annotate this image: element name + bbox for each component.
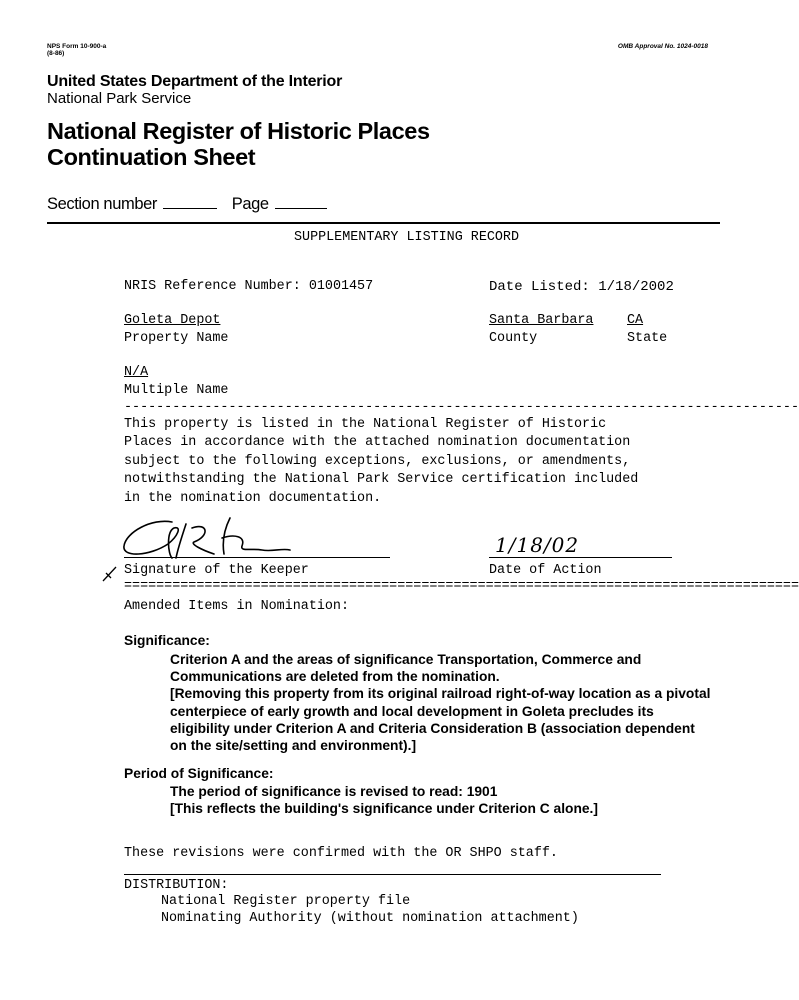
date-listed-label: Date Listed: [489, 279, 590, 295]
nris-value: 01001457 [308, 279, 374, 294]
distribution-item: National Register property file [161, 894, 411, 909]
distribution-label: DISTRIBUTION: [124, 878, 229, 893]
action-date-line [489, 557, 672, 558]
period-heading: Period of Significance: [124, 766, 274, 781]
confirmation-note: These revisions were confirmed with the OR SHPO staff. [124, 846, 558, 861]
record-heading: SUPPLEMENTARY LISTING RECORD [294, 230, 519, 245]
state-label: State [627, 331, 668, 346]
agency-name: National Park Service [47, 90, 192, 107]
form-number: NPS Form 10-900-a (8-86) [47, 43, 107, 57]
county-label: County [489, 331, 538, 346]
page-title: National Register of Historic Places [47, 118, 430, 144]
date-of-action-label: Date of Action [489, 563, 602, 578]
multiple-name: N/A [124, 365, 149, 380]
significance-heading: Significance: [124, 633, 210, 648]
omb-approval: OMB Approval No. 1024-0018 [617, 43, 708, 50]
nris-reference [124, 279, 373, 294]
property-name: Goleta Depot [124, 313, 221, 328]
section-number-blank [163, 198, 217, 209]
listing-statement: This property is listed in the National Register of Historic Places in accordance with the attached nomination documentation subject to the following exceptions, exclusions, or amendments, notwithstanding the National Park Service certification included in the nomination documentation. [124, 417, 639, 506]
signature-line [124, 557, 390, 558]
header-rule [47, 222, 720, 224]
handwritten-action-date: 1/18/02 [495, 533, 580, 557]
amended-items-label: Amended Items in Nomination: [124, 599, 349, 614]
footer-rule [124, 874, 661, 875]
significance-text: Criterion A and the areas of significance Transportation, Commerce and Communications are deleted from the nomination. [Removing this property from its original railroad right-of-way location as a pivotal centerpiece of early growth and local development in Goleta precludes its eligibility under Criterion A and Criteria Consideration B (association dependent on the site/setting and environment).] [170, 652, 711, 754]
nris-label: NRIS Reference Number: [124, 279, 301, 294]
section-number-label: Section number [47, 195, 157, 213]
property-name-label: Property Name [124, 331, 229, 346]
section-page-line [47, 195, 329, 214]
multiple-name-label: Multiple Name [124, 383, 229, 398]
county-value: Santa Barbara [489, 313, 594, 328]
page-blank [275, 198, 327, 209]
signature-label: Signature of the Keeper [124, 563, 309, 578]
department-name: United States Department of the Interior [47, 73, 343, 90]
double-divider: ==================================================================================== [124, 579, 799, 594]
page-subtitle: Continuation Sheet [47, 144, 256, 170]
page-label: Page [231, 195, 269, 213]
date-listed [489, 279, 674, 295]
period-text: The period of significance is revised to read: 1901 [This reflects the building's significance under Criterion C alone.] [170, 784, 598, 817]
date-listed-value: 1/18/2002 [598, 279, 674, 295]
dashed-divider: ------------------------------------------------------------------------------------ [124, 400, 799, 415]
state-value: CA [627, 313, 644, 328]
distribution-item: Nominating Authority (without nomination attachment) [161, 911, 579, 926]
check-mark-icon [100, 563, 120, 583]
